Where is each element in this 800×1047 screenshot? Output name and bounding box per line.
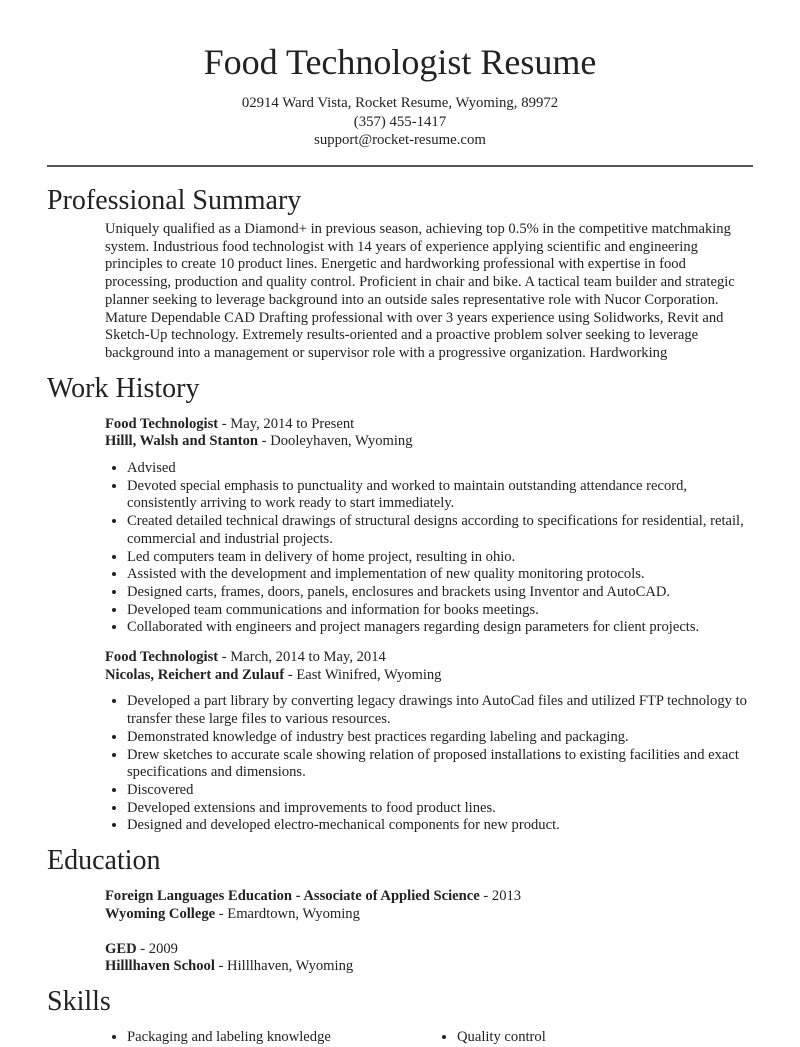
grad-year: - 2013 [479, 888, 522, 905]
job-bullet: • Demonstrated knowledge of industry best practices regarding labeling and packaging. [127, 729, 753, 747]
job-bullet: • Drew sketches to accurate scale showing relation of proposed installations to existing facilities and exact specifications and dimensions. [127, 747, 753, 782]
job-bullet: • Developed extensions and improvements to food product lines. [127, 800, 753, 818]
job-title-line [105, 416, 753, 434]
job-bullet: • Discovered [127, 782, 753, 800]
job-bullet: • Collaborated with engineers and project managers regarding design parameters for client projects. [127, 619, 753, 637]
job-bullet: • Advised [127, 460, 753, 478]
degree: GED [105, 940, 137, 957]
job-bullet: • Led computers team in delivery of home project, resulting in ohio. [127, 549, 753, 567]
job-title: Food Technologist [105, 649, 219, 666]
skills-heading: Skills [47, 985, 111, 1017]
job-entry [105, 649, 753, 835]
school-line [105, 958, 753, 976]
degree-line [105, 888, 753, 906]
degree: Foreign Languages Education - Associate of Applied Science [105, 888, 480, 905]
job-company: Nicolas, Reichert and Zulauf [105, 666, 285, 683]
job-bullet: • Developed a part library by converting legacy drawings into AutoCad files and utilized FTP technology to transfer these large files to various resources. [127, 693, 753, 728]
contact-info [0, 94, 800, 150]
summary-heading: Professional Summary [47, 185, 302, 216]
job-location: - East Winifred, Wyoming [284, 666, 442, 683]
job-company-line [105, 433, 753, 451]
work-history [105, 416, 753, 835]
school-location: - Hilllhaven, Wyoming [214, 958, 354, 975]
job-bullet: • Designed carts, frames, doors, panels, enclosures and brackets using Inventor and AutoCAD. [127, 584, 753, 602]
email: support@rocket-resume.com [314, 132, 486, 149]
job-dates: - March, 2014 to May, 2014 [218, 649, 386, 666]
skills-list [105, 1029, 753, 1047]
education-entry [105, 941, 753, 976]
school-line [105, 906, 753, 924]
divider [47, 165, 753, 167]
job-dates: - May, 2014 to Present [218, 415, 355, 432]
job-bullets [105, 693, 753, 835]
job-bullet: • Developed team communications and information for books meetings. [127, 602, 753, 620]
school-location: - Emardtown, Wyoming [215, 905, 360, 922]
job-title: Food Technologist [105, 415, 219, 432]
job-bullets [105, 460, 753, 637]
job-location: - Dooleyhaven, Wyoming [258, 433, 413, 450]
phone: (357) 455-1417 [353, 113, 447, 130]
resume-title: Food Technologist Resume [203, 42, 597, 82]
skill-item: • Quality control [457, 1029, 787, 1047]
school: Wyoming College [105, 905, 216, 922]
job-company: Hilll, Walsh and Stanton [105, 433, 259, 450]
degree-line [105, 941, 753, 959]
job-bullet: • Assisted with the development and implementation of new quality monitoring protocols. [127, 566, 753, 584]
job-company-line [105, 667, 753, 685]
address: 02914 Ward Vista, Rocket Resume, Wyoming, 89972 [241, 95, 559, 111]
summary-text: Uniquely qualified as a Diamond+ in previous season, achieving top 0.5% in the competitive matchmaking system. Industrious food technologist with 14 years of experience applying scientific and engineering principles to create 10 product lines. Energetic and hardworking professional with expertise in food processing, production and quality control. Proficient in chair and bike. A tactical team builder and strategic planner seeking to leverage background into an outside sales representative role with Nucor Corporation. Mature Dependable CAD Drafting professional with over 3 years experience using Solidworks, Revit and Sketch-Up technology. Extremely results-oriented and a proactive problem solver seeking to leverage background into a management or supervisor role with a progressive organization. Hardworking [105, 221, 735, 361]
job-bullet: • Devoted special emphasis to punctuality and worked to maintain outstanding attendance record, consistently arriving to work ready to start immediately. [127, 478, 753, 513]
job-bullet: • Created detailed technical drawings of structural designs according to specifications for residential, retail, commercial and industrial projects. [127, 513, 753, 548]
education-heading: Education [47, 845, 161, 877]
job-bullet: • Designed and developed electro-mechanical components for new product. [127, 817, 753, 835]
job-title-line [105, 649, 753, 667]
education-list [105, 888, 753, 976]
skill-item: • Packaging and labeling knowledge [127, 1029, 457, 1047]
education-entry [105, 888, 753, 923]
school: Hilllhaven School [105, 958, 215, 975]
job-entry [105, 416, 753, 637]
grad-year: - 2009 [136, 940, 178, 957]
work-history-heading: Work History [47, 372, 200, 404]
